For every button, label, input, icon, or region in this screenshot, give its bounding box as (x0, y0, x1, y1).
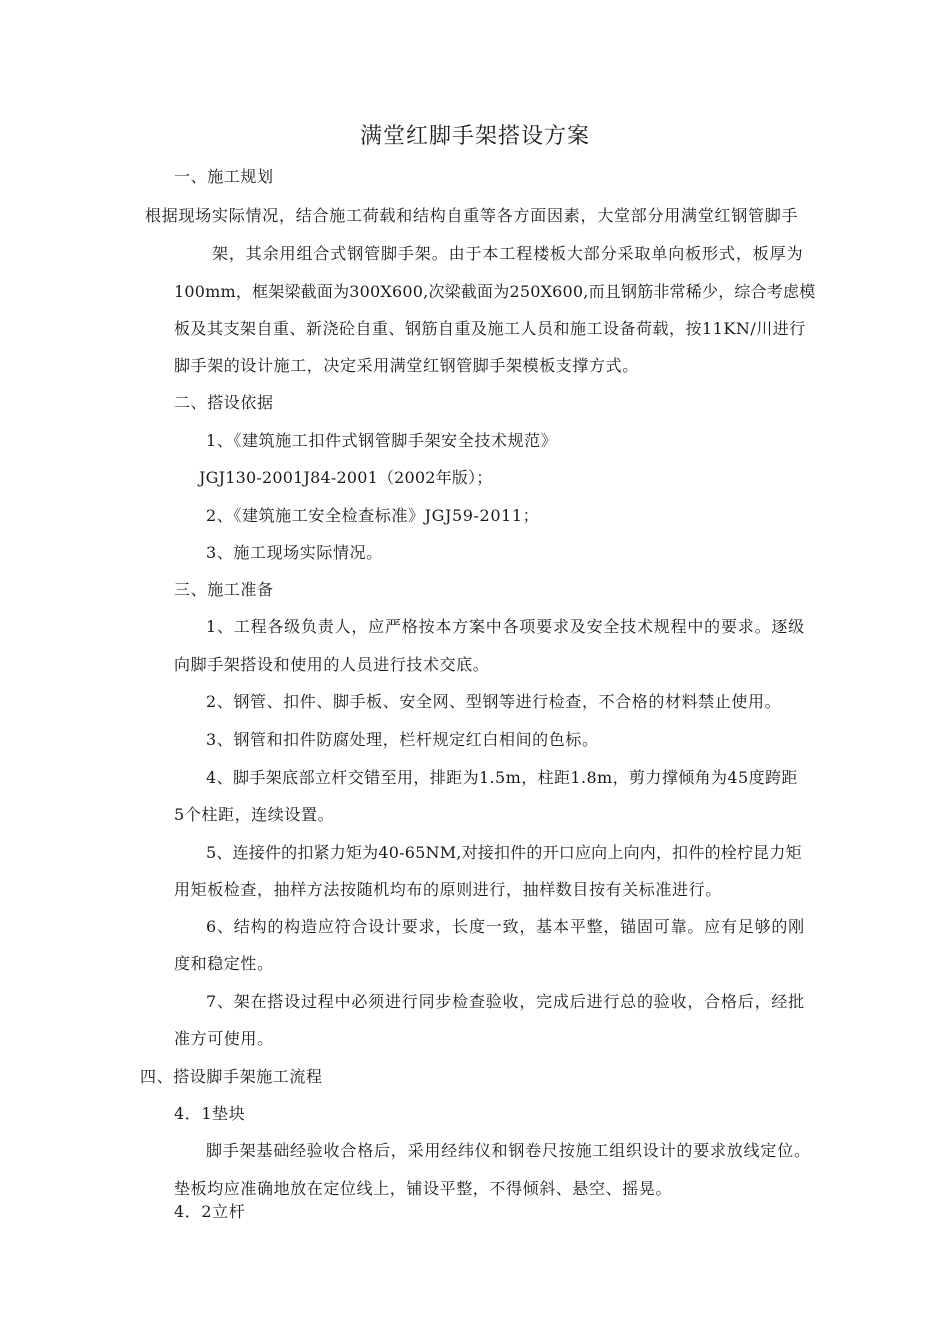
section-heading-preparation: 三、施工准备 (174, 580, 274, 599)
paragraph-line: 5、连接件的扣紧力矩为40-65NM,对接扣件的开口应向上向内，扣件的栓柠昆力矩 (206, 843, 802, 862)
paragraph-line: 板及其支架自重、新浇砼自重、钢筋自重及施工人员和施工设备荷载，按11KN/川进行 (174, 319, 806, 338)
paragraph-line: 4、脚手架底部立杆交错至用，排距为1.5m，柱距1.8m，剪力撑倾角为45度跨距 (206, 768, 798, 787)
reference-item: 1、《建筑施工扣件式钢管脚手架安全技术规范》 (206, 431, 558, 450)
paragraph-line: 1、工程各级负责人，应严格按本方案中各项要求及安全技术规程中的要求。逐级 (206, 617, 805, 636)
paragraph-line: 度和稳定性。 (174, 954, 274, 973)
paragraph-line: 6、结构的构造应符合设计要求，长度一致，基本平整，锚固可靠。应有足够的刚 (206, 917, 805, 936)
section-heading-process: 四、搭设脚手架施工流程 (140, 1067, 323, 1086)
section-heading-basis: 二、搭设依据 (174, 393, 274, 412)
reference-item: 3、施工现场实际情况。 (206, 543, 383, 562)
paragraph-line: 脚手架的设计施工，决定采用满堂红钢管脚手架模板支撑方式。 (174, 356, 639, 375)
paragraph-line: 准方可使用。 (174, 1029, 274, 1048)
section-heading-planning: 一、施工规划 (174, 167, 274, 186)
paragraph-line: 7、架在搭设过程中必须进行同步检查验收，完成后进行总的验收，合格后，经批 (206, 992, 805, 1011)
paragraph-line: 3、钢管和扣件防腐处理，栏杆规定红白相间的色标。 (206, 730, 599, 749)
paragraph-line: 5个柱距，连续设置。 (174, 805, 335, 824)
paragraph-line: 2、钢管、扣件、脚手板、安全网、型钢等进行检查，不合格的材料禁止使用。 (206, 692, 782, 711)
reference-item: 2、《建筑施工安全检查标准》JGJ59-2011； (206, 506, 540, 525)
paragraph-line: 垫板均应准确地放在定位线上，铺设平整，不得倾斜、悬空、摇晃。 (174, 1179, 673, 1198)
paragraph-line: 向脚手架搭设和使用的人员进行技术交底。 (174, 655, 490, 674)
subsection-heading: 4．2立杆 (174, 1202, 246, 1221)
paragraph-line: 架，其余用组合式钢管脚手架。由于本工程楼板大部分采取单向板形式，板厚为 (212, 244, 804, 263)
paragraph-line: 根据现场实际情况，结合施工荷载和结构自重等各方面因素，大堂部分用满堂红钢管脚手 (145, 206, 799, 225)
reference-item: JGJ130-2001J84-2001（2002年版）； (199, 468, 493, 487)
paragraph-line: 用矩板检查，抽样方法按随机均布的原则进行，抽样数目按有关标准进行。 (174, 880, 722, 899)
paragraph-line: 脚手架基础经验收合格后，采用经纬仪和钢卷尺按施工组织设计的要求放线定位。 (206, 1141, 811, 1160)
subsection-heading: 4．1垫块 (174, 1104, 246, 1123)
paragraph-line: 100mm，框架梁截面为300X600,次梁截面为250X600,而且钢筋非常稀少，综合考虑模 (174, 282, 816, 301)
document-title: 满堂红脚手架搭设方案 (359, 124, 590, 149)
